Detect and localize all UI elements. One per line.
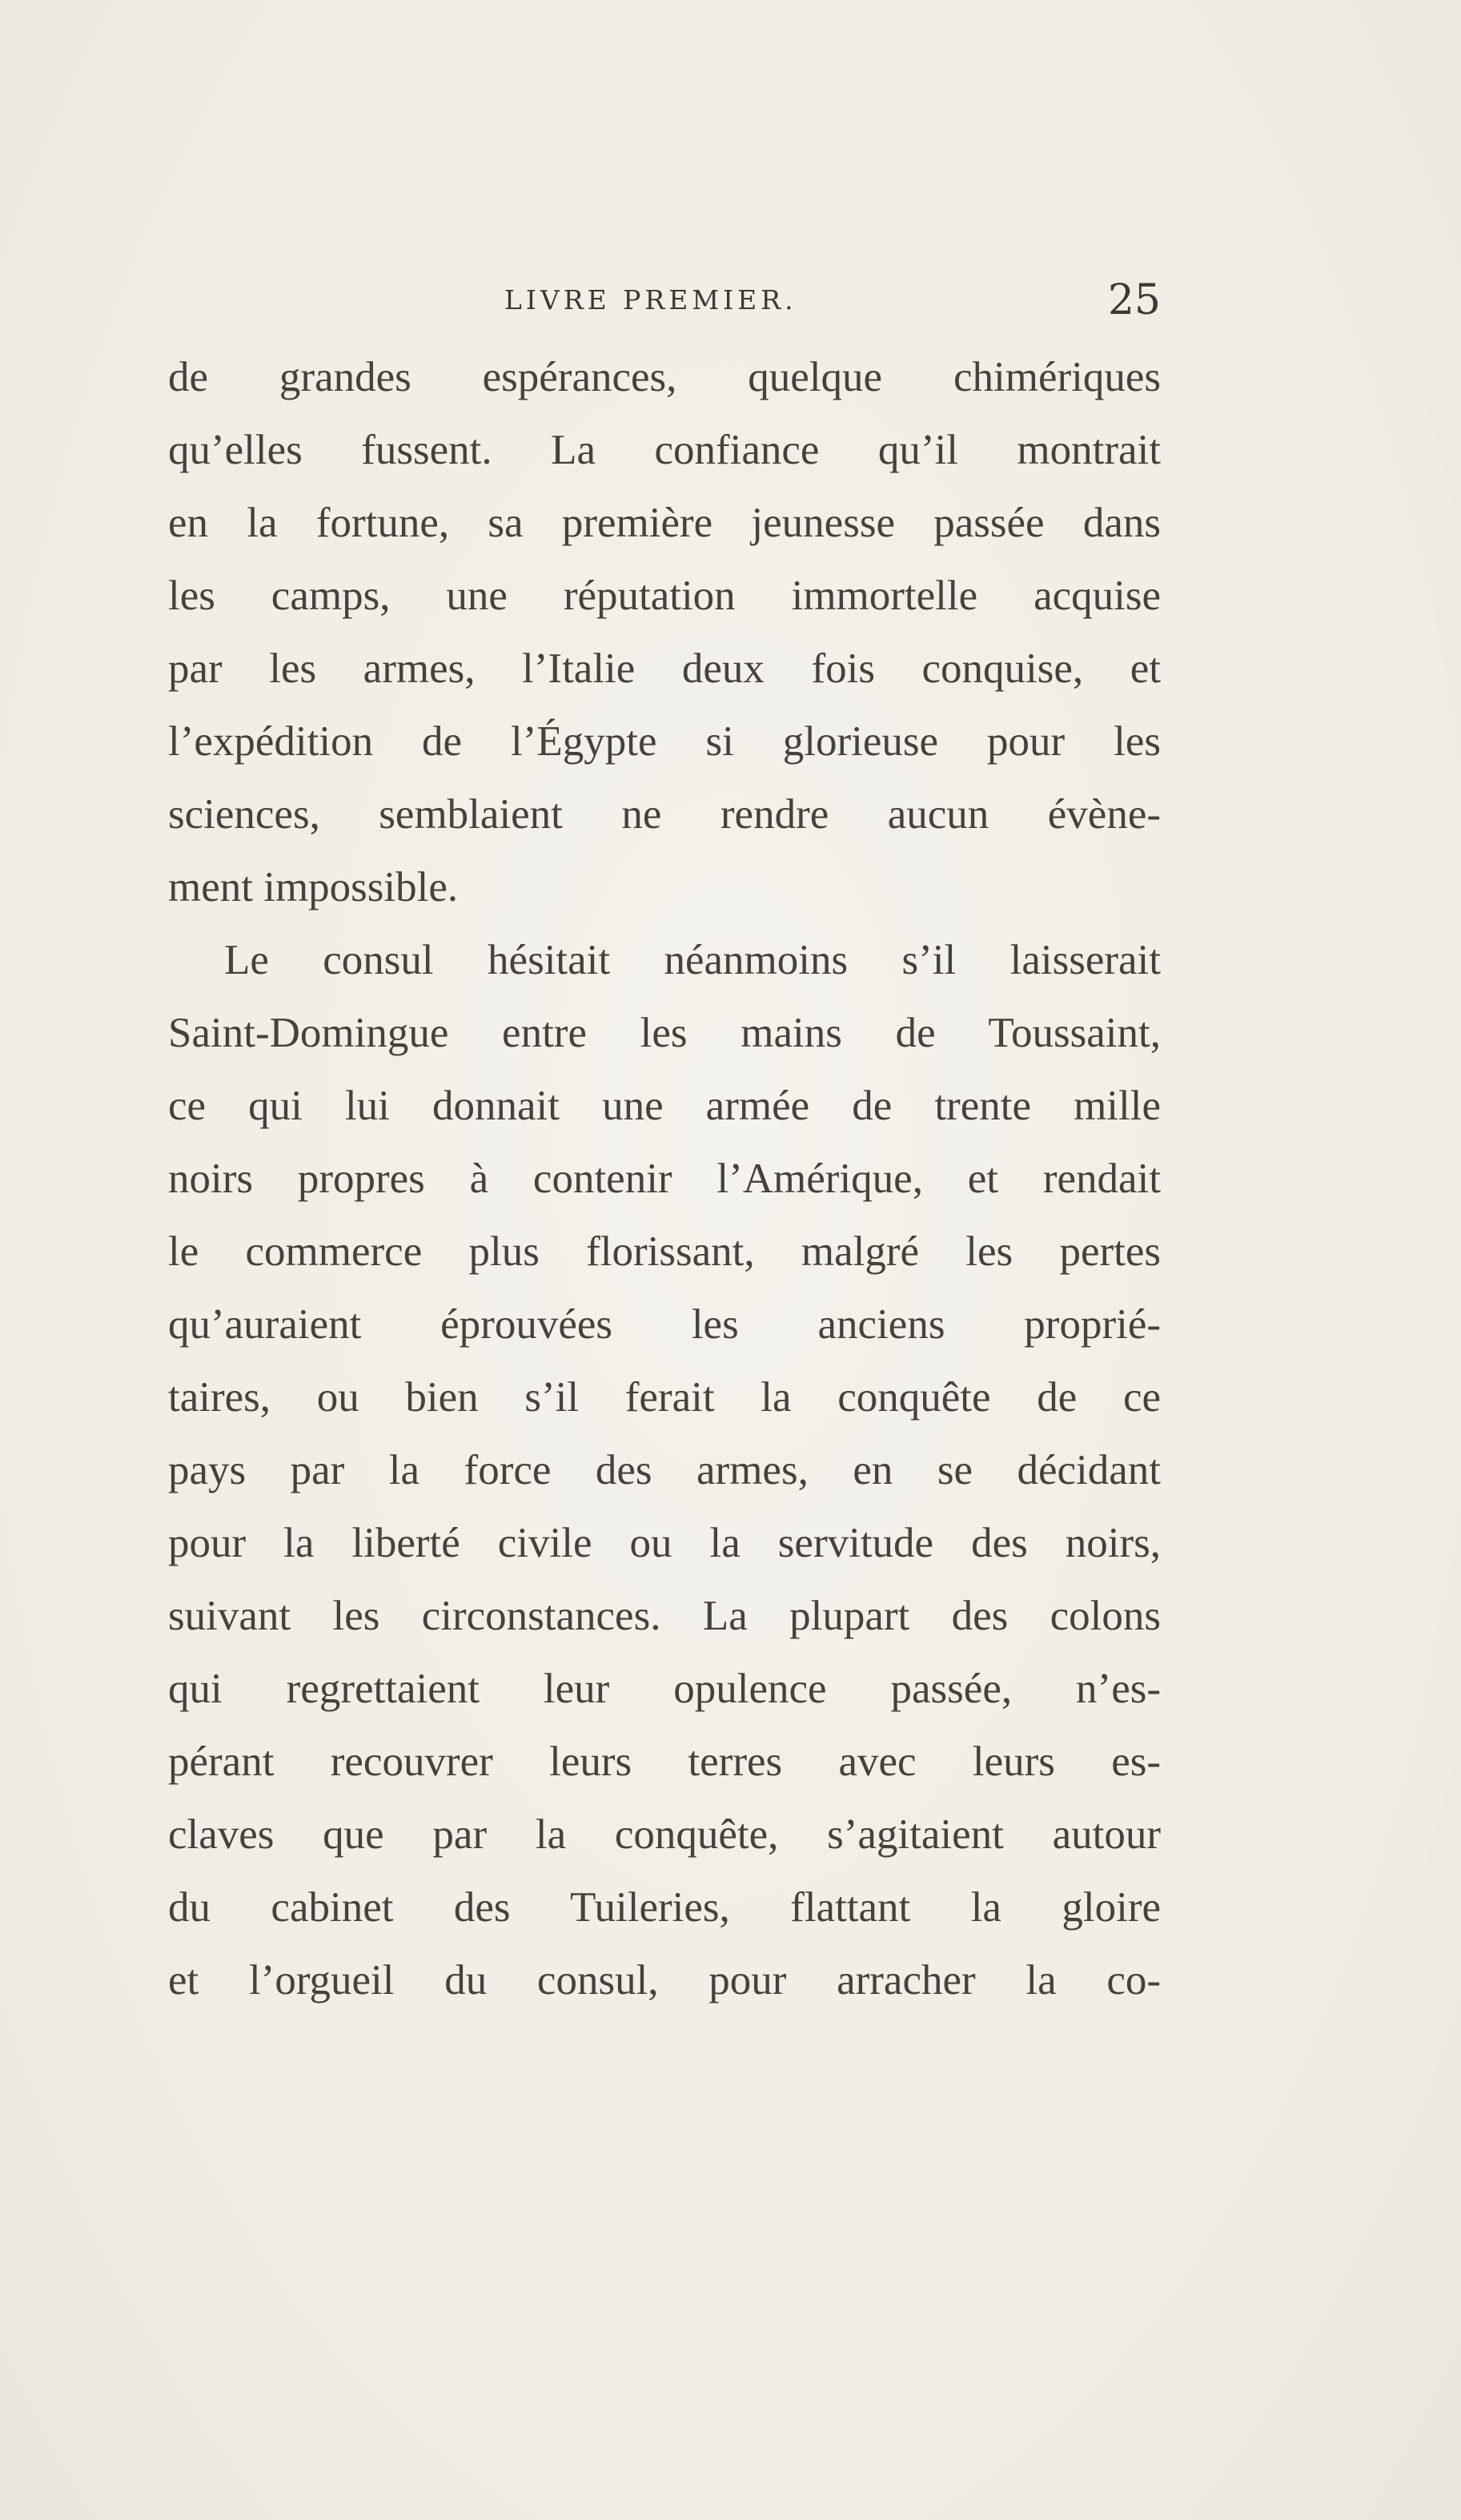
running-head [168, 276, 1161, 324]
body-text [168, 341, 1161, 2017]
text-line-paragraph-start: Le consul hésitait néanmoins s’il laisserait [224, 937, 1161, 983]
text-line: claves que par la conquête, s’agitaient autour [168, 1811, 1161, 1858]
text-line: qui regrettaient leur opulence passée, n’es- [168, 1666, 1161, 1712]
text-line: qu’elles fussent. La confiance qu’il montrait [168, 427, 1161, 473]
page-number: 25 [1107, 276, 1161, 324]
text-line: le commerce plus florissant, malgré les pertes [168, 1228, 1161, 1275]
text-line: noirs propres à contenir l’Amérique, et rendait [168, 1156, 1161, 1202]
text-line: ment impossible. [168, 864, 459, 910]
text-line: de grandes espérances, quelque chimériques [168, 354, 1161, 400]
text-line: ce qui lui donnait une armée de trente mille [168, 1083, 1161, 1129]
text-line: pérant recouvrer leurs terres avec leurs es- [168, 1738, 1161, 1785]
text-line: taires, ou bien s’il ferait la conquête de ce [168, 1374, 1161, 1421]
text-line: les camps, une réputation immortelle acquise [168, 573, 1161, 619]
text-line: par les armes, l’Italie deux fois conquise, et [168, 645, 1161, 692]
text-line: en la fortune, sa première jeunesse passée dans [168, 500, 1161, 546]
text-line: l’expédition de l’Égypte si glorieuse pour les [168, 718, 1161, 765]
text-line: pour la liberté civile ou la servitude des noirs, [168, 1520, 1161, 1566]
text-line: qu’auraient éprouvées les anciens proprié- [168, 1301, 1161, 1348]
text-line: sciences, semblaient ne rendre aucun évène- [168, 791, 1161, 838]
running-head-title: LIVRE PREMIER. [504, 284, 797, 316]
text-line: pays par la force des armes, en se décidant [168, 1447, 1161, 1493]
text-line: du cabinet des Tuileries, flattant la gloire [168, 1884, 1161, 1931]
text-line: suivant les circonstances. La plupart des colons [168, 1593, 1161, 1639]
text-line: Saint-Domingue entre les mains de Toussaint, [168, 1010, 1161, 1056]
text-line: et l’orgueil du consul, pour arracher la co- [168, 1957, 1161, 2004]
